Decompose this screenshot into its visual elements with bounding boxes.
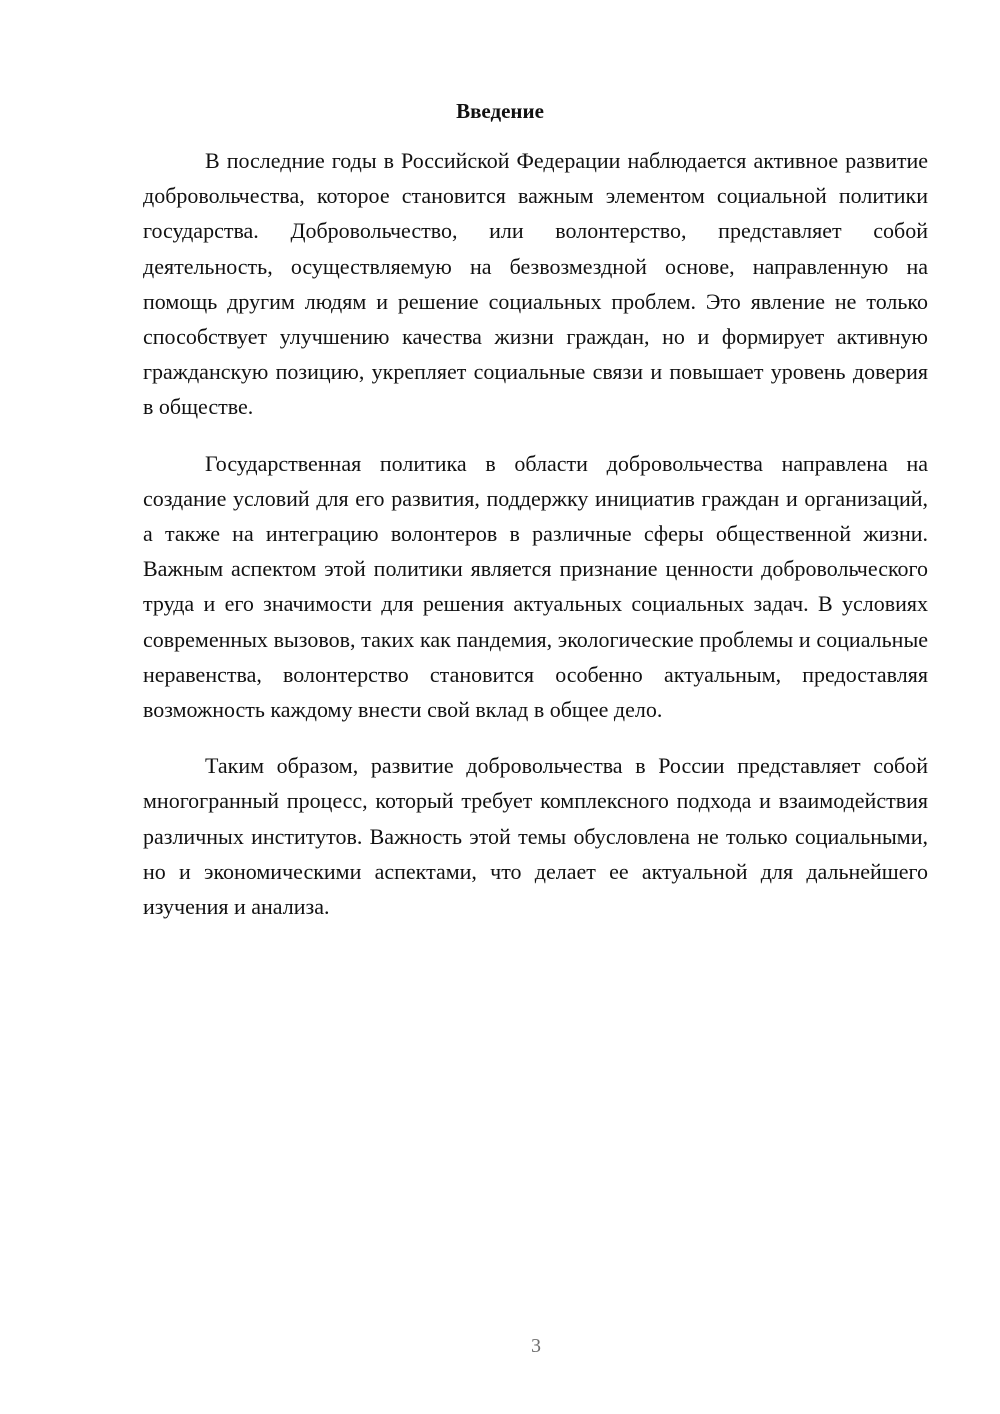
paragraph-1: В последние годы в Российской Федерации наблюдается активное развитие добровольчества, которое становится важным элементом социальной политики государства. Добровольчество, или волонтерство, представляет собой деятельность, осуществляемую на безвозмездной основе, направленную на помощь другим людям и решение социальных проблем. Это явление не только способствует улучшению качества жизни граждан, но и формирует активную гражданскую позицию, укрепляет социальные связи и повышает уровень доверия в обществе. bbox=[143, 148, 928, 420]
body-text bbox=[143, 143, 928, 945]
paragraph-3: Таким образом, развитие добровольчества в России представляет собой многогранный процесс, который требует комплексного подхода и взаимодействия различных институтов. Важность этой темы обусловлена не только социальными, но и экономическими аспектами, что делает ее актуальной для дальнейшего изучения и анализа. bbox=[143, 753, 928, 920]
paragraph-2: Государственная политика в области добровольчества направлена на создание условий для его развития, поддержку инициатив граждан и организаций, а также на интеграцию волонтеров в различные сферы общественной жизни. Важным аспектом этой политики является признание ценности добровольческого труда и его значимости для решения актуальных социальных задач. В условиях современных вызовов, таких как пандемия, экологические проблемы и социальные неравенства, волонтерство становится особенно актуальным, предоставляя возможность каждому внести свой вклад в общее дело. bbox=[143, 450, 928, 723]
page-number: 3 bbox=[531, 1335, 541, 1357]
section-heading: Введение bbox=[456, 99, 544, 123]
